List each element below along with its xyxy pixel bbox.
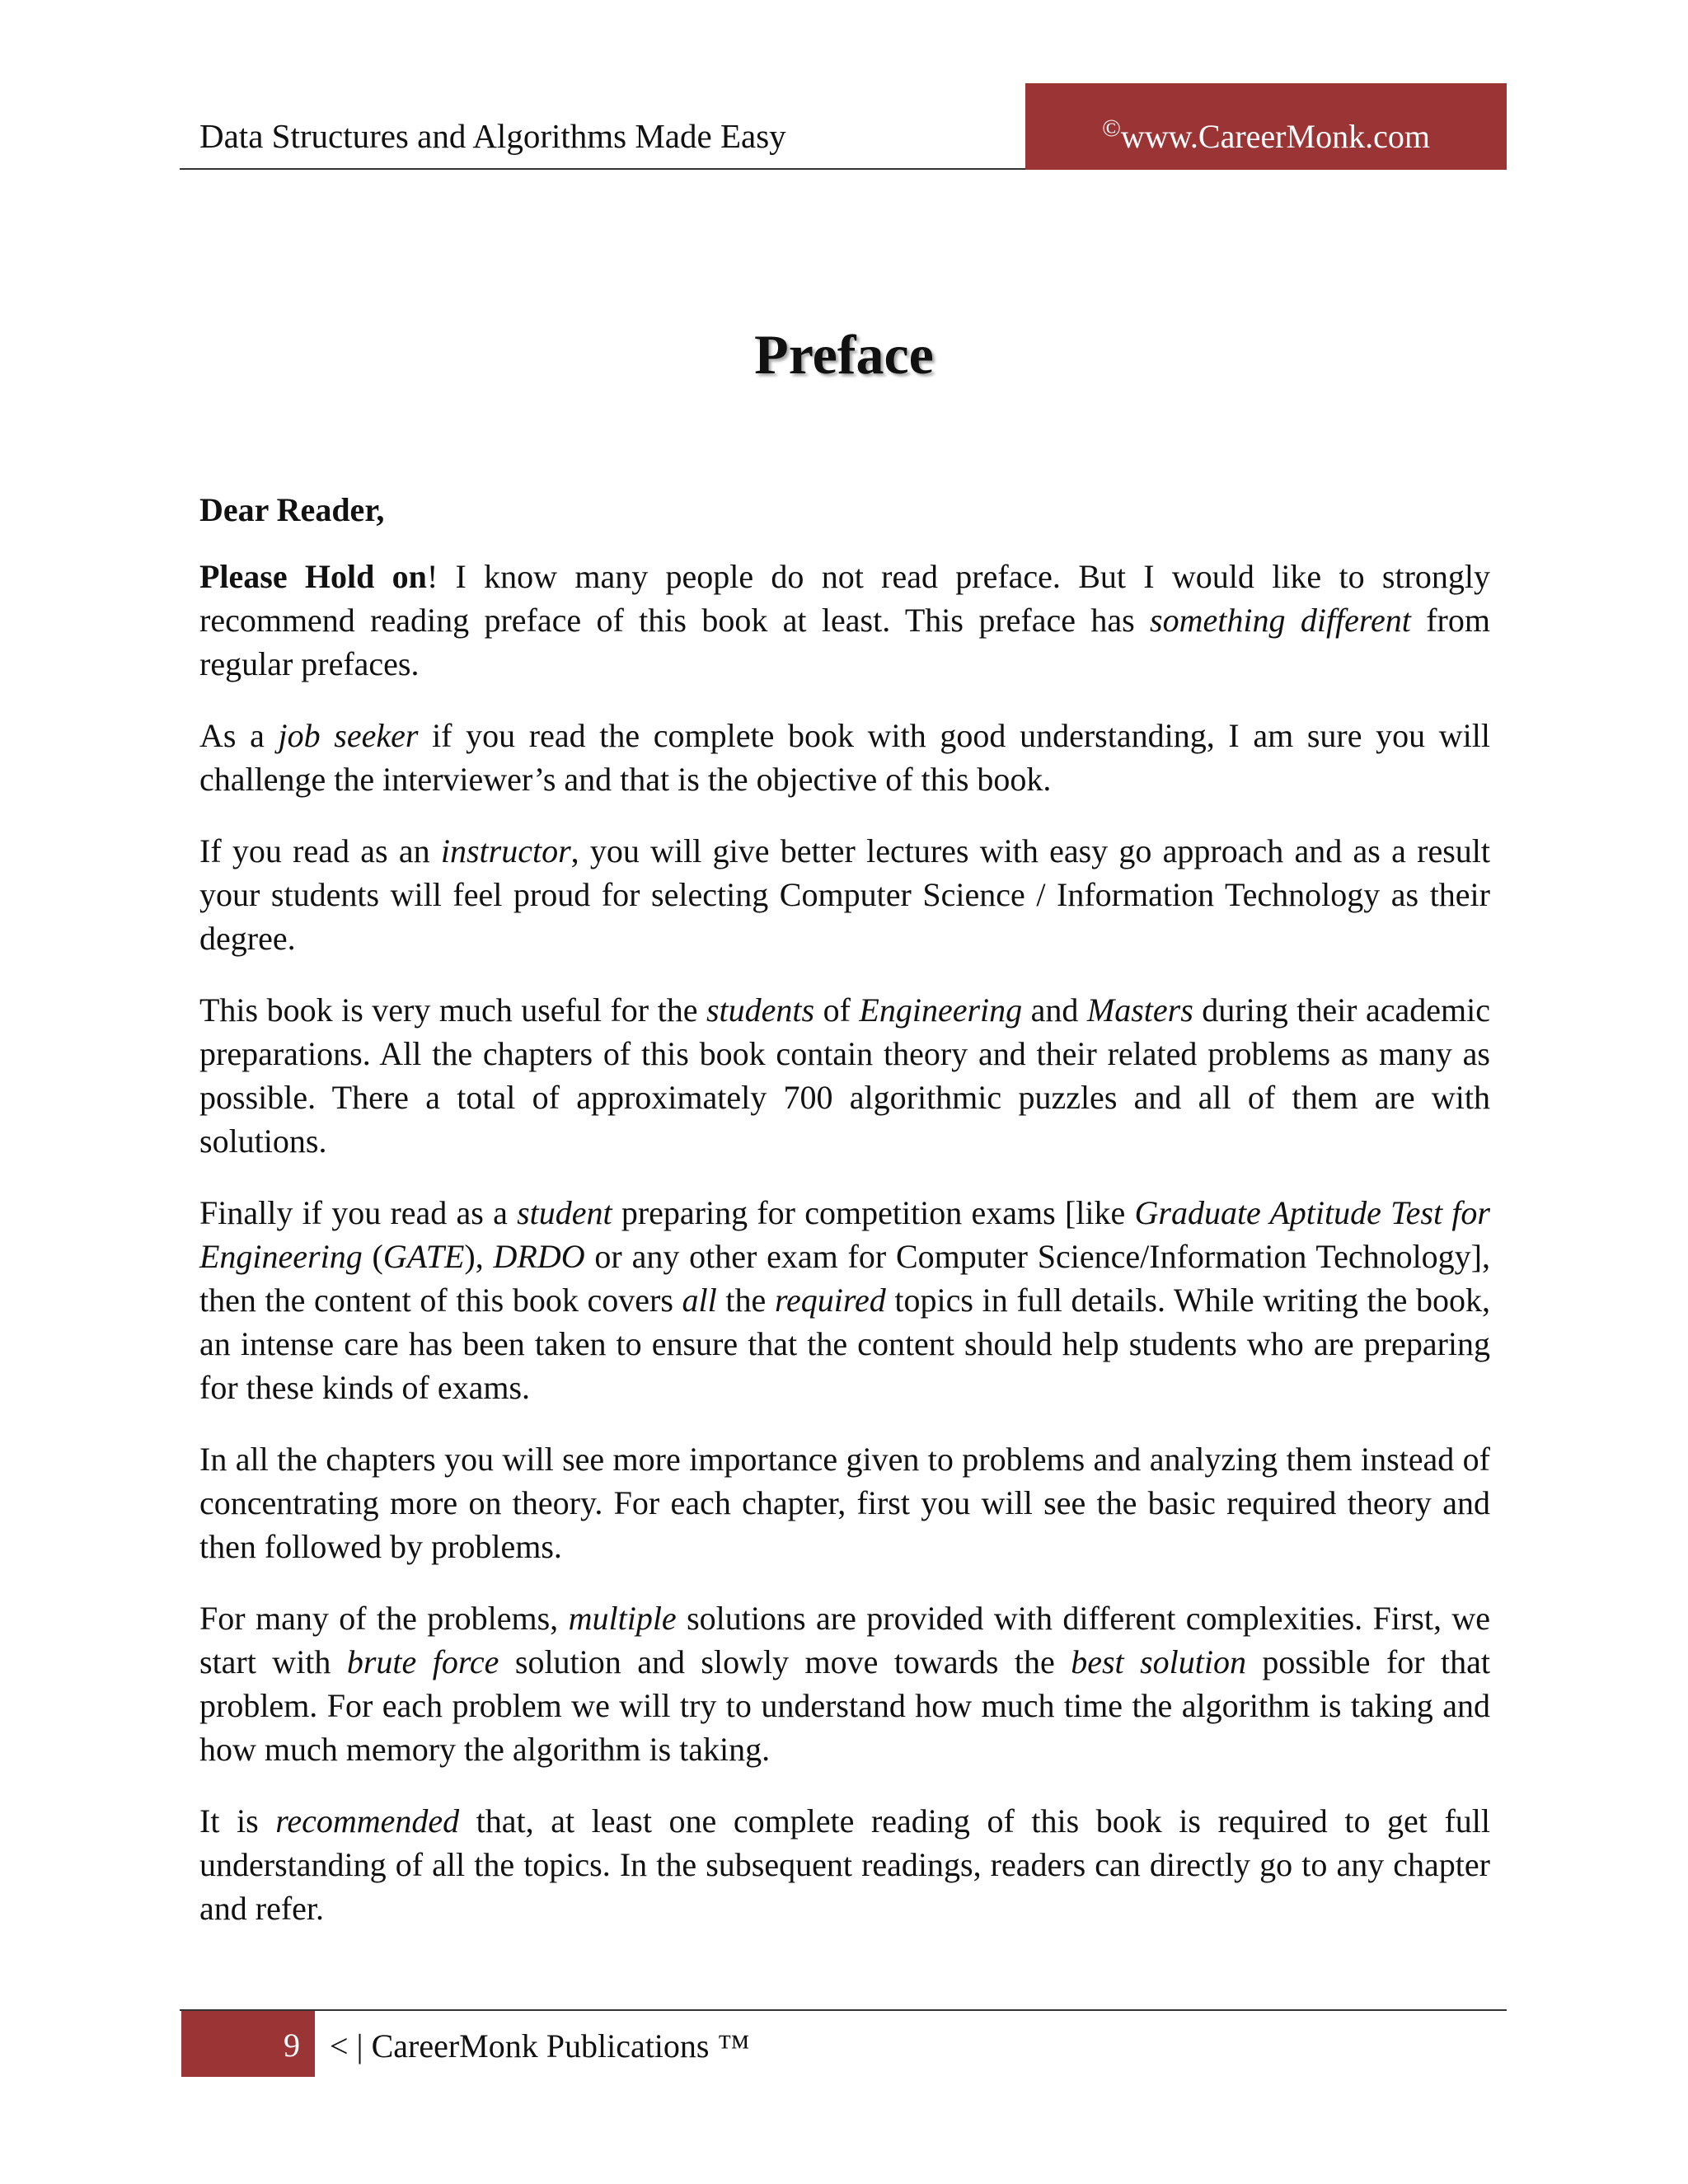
text-run: topics in full details. While writing the book, an intense care has been taken to ensure that the content should help students who are preparing for these kinds of exams.	[199, 1282, 1491, 1406]
paragraph-6: In all the chapters you will see more importance given to problems and analyzing them instead of concentrating more on theory. For each chapter, first you will see the basic required theory and then followed by problems.	[199, 1441, 1490, 1565]
italic-phrase: brute force	[346, 1643, 499, 1680]
italic-phrase: instructor	[440, 832, 571, 869]
paragraph-8	[199, 1799, 1490, 1930]
text-run: preparing for competition exams [like	[612, 1194, 1135, 1231]
paragraph-2	[199, 714, 1490, 801]
website-badge	[1025, 83, 1507, 170]
text-run: This book is very much useful for the	[199, 991, 706, 1029]
text-run: the	[716, 1282, 775, 1319]
text-run: (	[362, 1238, 383, 1275]
text-run: If you read as an	[199, 832, 441, 869]
text-run: As a	[199, 717, 279, 754]
preface-body	[199, 488, 1490, 1958]
publisher-text: < | CareerMonk Publications ™	[330, 2027, 750, 2064]
text-run: during their academic preparations. All the chapters of this book contain theory and their related problems as many as possible. There a total of approximately 700 algorithmic puzzles and all of them are with solutions.	[199, 991, 1490, 1160]
text-run: of	[814, 991, 860, 1029]
italic-phrase: students	[706, 991, 815, 1029]
book-title: Data Structures and Algorithms Made Easy	[199, 117, 786, 155]
text-run: from regular prefaces.	[199, 602, 1490, 682]
paragraph-7	[199, 1596, 1490, 1771]
paragraph-3	[199, 829, 1490, 960]
italic-phrase: Engineering	[859, 991, 1023, 1029]
italic-phrase: recommended	[275, 1802, 460, 1840]
text-run: if you read the complete book with good understanding, I am sure you will challenge the interviewer’s and that is the objective of this book.	[199, 717, 1490, 798]
italic-phrase: multiple	[568, 1600, 677, 1637]
bold-phrase: Please Hold on	[199, 558, 427, 595]
paragraph-1	[199, 555, 1490, 686]
text-run: ! I know many people do not read preface. But I would like to strongly recommend reading preface of this book at least. This preface has	[199, 558, 1490, 639]
italic-phrase: required	[774, 1282, 886, 1319]
italic-phrase: student	[517, 1194, 612, 1231]
text-run: possible for that problem. For each problem we will try to understand how much time the algorithm is taking and how much memory the algorithm is taking.	[199, 1643, 1491, 1768]
text-run: or any other exam for Computer Science/Information Technology], then the content of this book covers	[199, 1238, 1491, 1319]
text-run: Finally if you read as a	[199, 1194, 518, 1231]
italic-phrase: DRDO	[493, 1238, 585, 1275]
text-run: solutions are provided with different complexities. First, we start with	[199, 1600, 1491, 1680]
page-title: Preface	[754, 323, 934, 386]
text-run: solution and slowly move towards the	[499, 1643, 1071, 1680]
text-run: , you will give better lectures with easy go approach and as a result your students will feel proud for selecting Computer Science / Information Technology as their degree.	[199, 832, 1490, 957]
footer-divider	[180, 2009, 1507, 2011]
website-text: www.CareerMonk.com	[1120, 118, 1430, 155]
text-run: For many of the problems,	[199, 1600, 569, 1637]
italic-phrase: all	[682, 1282, 717, 1319]
text-run: ),	[464, 1238, 494, 1275]
text-run: that, at least one complete reading of this book is required to get full understanding of all the topics. In the subsequent readings, readers can directly go to any chapter and refer.	[199, 1802, 1490, 1927]
italic-phrase: something different	[1150, 602, 1411, 639]
copyright-symbol: ©	[1102, 115, 1121, 142]
paragraph-5	[199, 1191, 1490, 1409]
italic-phrase: Graduate Aptitude Test for Engineering	[199, 1194, 1490, 1275]
italic-phrase: job seeker	[278, 717, 419, 754]
italic-phrase: best solution	[1071, 1643, 1246, 1680]
page-number: 9	[181, 2011, 315, 2077]
text-run: and	[1022, 991, 1087, 1029]
text-run: It is	[199, 1802, 276, 1840]
italic-phrase: GATE	[382, 1238, 465, 1275]
italic-phrase: Masters	[1086, 991, 1193, 1029]
salutation: Dear Reader,	[199, 491, 385, 528]
paragraph-4	[199, 988, 1490, 1163]
